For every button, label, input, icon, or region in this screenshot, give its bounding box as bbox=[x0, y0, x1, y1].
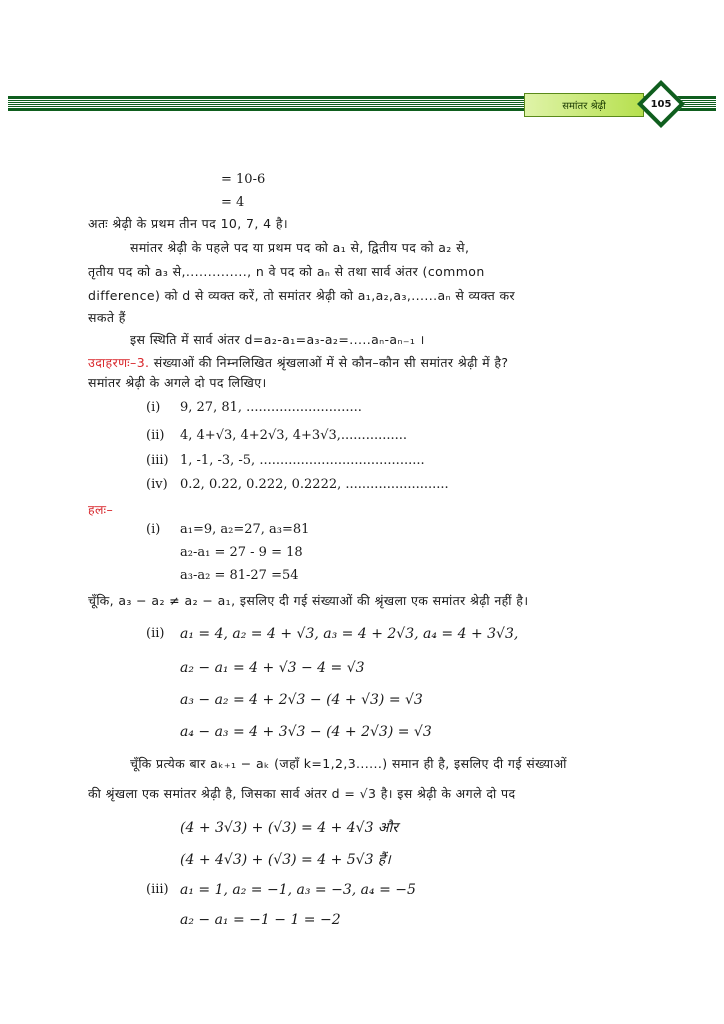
sol2-line4: a₄ − a₃ = 4 + 3√3 − (4 + 2√3) = √3 bbox=[180, 724, 432, 740]
example-label: उदाहरणः–3. bbox=[88, 355, 150, 370]
item-num-1: (i) bbox=[146, 400, 161, 415]
sol1-line3: a₃-a₂ = 81-27 =54 bbox=[180, 568, 299, 583]
example-line1 bbox=[88, 355, 508, 371]
sol3-num: (iii) bbox=[146, 882, 169, 897]
item-num-2: (ii) bbox=[146, 428, 165, 443]
para1-line3: difference) को d से व्यक्त करें, तो समांतर श्रेढ़ी को a₁,a₂,a₃,......aₙ से व्यक्त कर bbox=[88, 288, 515, 303]
sol2-next-term-1: (4 + 3√3) + (√3) = 4 + 4√3 और bbox=[180, 820, 398, 836]
sol1-line1: a₁=9, a₂=27, a₃=81 bbox=[180, 522, 310, 537]
conclusion-line: अतः श्रेढ़ी के प्रथम तीन पद 10, 7, 4 है। bbox=[88, 216, 289, 231]
item-text-3: 1, -1, -3, -5, ........................................ bbox=[180, 453, 425, 468]
sol2-line3: a₃ − a₂ = 4 + 2√3 − (4 + √3) = √3 bbox=[180, 692, 423, 708]
item-num-4: (iv) bbox=[146, 477, 168, 492]
page-number: 105 bbox=[650, 98, 672, 110]
para1-line2: तृतीय पद को a₃ से,.............., n वे पद को aₙ से तथा सार्व अंतर (common bbox=[88, 264, 485, 279]
example-line2: समांतर श्रेढ़ी के अगले दो पद लिखिए। bbox=[88, 375, 267, 390]
sol1-conclusion: चूँकि, a₃ − a₂ ≠ a₂ − a₁, इसलिए दी गई संख्याओं की श्रृंखला एक समांतर श्रेढ़ी नहीं है। bbox=[88, 593, 529, 608]
sol2-line2: a₂ − a₁ = 4 + √3 − 4 = √3 bbox=[180, 660, 365, 676]
sol3-line2: a₂ − a₁ = −1 − 1 = −2 bbox=[180, 912, 341, 928]
para2: इस स्थिति में सार्व अंतर d=a₂-a₁=a₃-a₂=.....aₙ-aₙ₋₁ । bbox=[130, 332, 425, 347]
sol1-line2: a₂-a₁ = 27 - 9 = 18 bbox=[180, 545, 303, 560]
item-text-2: 4, 4+√3, 4+2√3, 4+3√3,................ bbox=[180, 428, 408, 443]
chapter-title: समांतर श्रेढ़ी bbox=[524, 93, 644, 117]
sol2-next-term-2: (4 + 4√3) + (√3) = 4 + 5√3 हैं। bbox=[180, 852, 391, 868]
para1-line4: सकते हैं bbox=[88, 310, 126, 325]
item-num-3: (iii) bbox=[146, 453, 169, 468]
sol2-num: (ii) bbox=[146, 626, 165, 641]
example-text: संख्याओं की निम्नलिखित श्रृंखलाओं में से कौन–कौन सी समांतर श्रेढ़ी में है? bbox=[153, 355, 509, 370]
calc-line-2: = 4 bbox=[221, 195, 245, 210]
sol1-num: (i) bbox=[146, 522, 161, 537]
para1-line1: समांतर श्रेढ़ी के पहले पद या प्रथम पद को a₁ से, द्वितीय पद को a₂ से, bbox=[130, 240, 470, 255]
item-text-4: 0.2, 0.22, 0.222, 0.2222, ......................... bbox=[180, 477, 449, 492]
sol2-conclusion-1: चूँकि प्रत्येक बार aₖ₊₁ − aₖ (जहाँ k=1,2,3......) समान ही है, इसलिए दी गई संख्याओं bbox=[130, 756, 567, 771]
item-text-1: 9, 27, 81, ............................ bbox=[180, 400, 362, 415]
sol2-conclusion-2: की श्रृंखला एक समांतर श्रेढ़ी है, जिसका सार्व अंतर d = √3 है। इस श्रेढ़ी के अगले दो पद bbox=[88, 786, 516, 801]
solution-label: हलः– bbox=[88, 502, 114, 517]
sol3-line1: a₁ = 1, a₂ = −1, a₃ = −3, a₄ = −5 bbox=[180, 882, 416, 898]
page-number-badge bbox=[637, 80, 685, 128]
calc-line-1: = 10-6 bbox=[221, 172, 266, 187]
sol2-line1: a₁ = 4, a₂ = 4 + √3, a₃ = 4 + 2√3, a₄ = 4 + 3√3, bbox=[180, 626, 519, 642]
